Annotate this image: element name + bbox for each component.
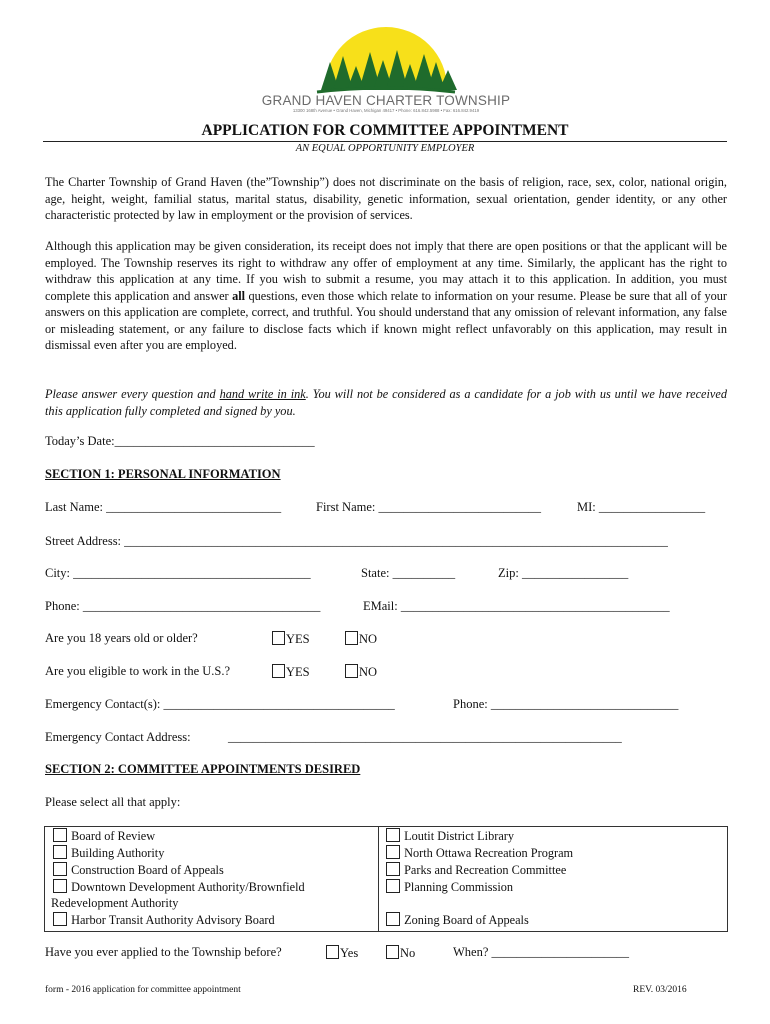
option-label: North Ottawa Recreation Program xyxy=(404,846,574,860)
checkbox[interactable] xyxy=(53,879,67,893)
checkbox[interactable] xyxy=(53,845,67,859)
applied-before-question: Have you ever applied to the Township before? xyxy=(45,945,282,959)
option-label: Zoning Board of Appeals xyxy=(404,913,529,927)
option-label: Harbor Transit Authority Advisory Board xyxy=(71,913,275,927)
age-yes-label: YES xyxy=(286,632,310,646)
emergency-address-label: Emergency Contact Address: xyxy=(45,730,191,744)
age-yes-option[interactable] xyxy=(272,631,310,647)
option-downtown-development[interactable] xyxy=(53,879,305,896)
option-downtown-development-wrap: Redevelopment Authority xyxy=(51,896,179,910)
disclaimer-bold: all xyxy=(232,288,246,303)
option-label: Parks and Recreation Committee xyxy=(404,863,567,877)
disclaimer-text-1: Although this application may be given consideration, its receipt does not imply that there are open positions or that the applicant will be employed. The Township reserves its right to withdraw any offer of employment at any time. Similarly, the applicant has the right to withdraw this application at any time. If you wish to submit a resume, you may attach it to this application. In addition, you must complete this application and answer xyxy=(45,239,727,303)
title-rule xyxy=(43,141,727,142)
instructions-underlined: hand write in ink xyxy=(219,387,306,401)
select-instruction: Please select all that apply: xyxy=(45,795,181,809)
age-no-checkbox[interactable] xyxy=(345,631,358,645)
eligibility-question: Are you eligible to work in the U.S.? xyxy=(45,664,231,678)
emergency-phone-field[interactable]: Phone: ______________________________ xyxy=(453,697,679,711)
option-label: Planning Commission xyxy=(404,880,514,894)
checkbox[interactable] xyxy=(386,862,400,876)
option-construction-board[interactable] xyxy=(53,862,224,879)
checkbox[interactable] xyxy=(386,828,400,842)
option-parks-recreation[interactable] xyxy=(386,862,566,879)
page-title: APPLICATION FOR COMMITTEE APPOINTMENT xyxy=(201,122,569,139)
emergency-contact-field[interactable]: Emergency Contact(s): _____________________________________ xyxy=(45,697,395,711)
disclaimer-paragraph xyxy=(45,238,727,354)
applied-no-option[interactable] xyxy=(386,945,415,961)
eligible-no-checkbox[interactable] xyxy=(345,664,358,678)
option-zoning-board[interactable] xyxy=(386,912,529,929)
checkbox[interactable] xyxy=(386,879,400,893)
first-name-field[interactable]: First Name: __________________________ xyxy=(316,500,541,514)
age-question: Are you 18 years old or older? xyxy=(45,631,198,645)
applied-no-checkbox[interactable] xyxy=(386,945,399,959)
nondiscrimination-paragraph: The Charter Township of Grand Haven (the”Township”) does not discriminate on the basis of religion, race, sex, color, national origin, age, height, weight, familial status, marital status, disability, genetic information, sexual orientation, gender identity, or any other characteristic protected by law in employment or the provision of services. xyxy=(45,175,727,222)
when-field[interactable]: When? ______________________ xyxy=(453,945,630,959)
option-label: Loutit District Library xyxy=(404,829,515,843)
option-planning-commission[interactable] xyxy=(386,879,513,896)
option-north-ottawa-recreation[interactable] xyxy=(386,845,573,862)
applied-yes-option[interactable] xyxy=(326,945,358,961)
city-field[interactable]: City: ______________________________________ xyxy=(45,566,311,580)
option-label: Board of Review xyxy=(71,829,156,843)
eligible-yes-checkbox[interactable] xyxy=(272,664,285,678)
emergency-address-field[interactable]: _______________________________________________________________ xyxy=(228,730,622,744)
state-field[interactable]: State: __________ xyxy=(361,566,456,580)
checkbox[interactable] xyxy=(53,828,67,842)
age-no-option[interactable] xyxy=(345,631,377,647)
last-name-field[interactable]: Last Name: ____________________________ xyxy=(45,500,282,514)
option-label: Downtown Development Authority/Brownfield xyxy=(71,880,305,894)
footer-form-name: form - 2016 application for committee appointment xyxy=(45,985,241,995)
email-field[interactable]: EMail: ___________________________________________ xyxy=(363,599,670,613)
option-harbor-transit[interactable] xyxy=(53,912,275,929)
age-yes-checkbox[interactable] xyxy=(272,631,285,645)
option-board-of-review[interactable] xyxy=(53,828,155,845)
checkbox[interactable] xyxy=(53,862,67,876)
section1-heading: SECTION 1: PERSONAL INFORMATION xyxy=(45,467,281,481)
org-name: GRAND HAVEN CHARTER TOWNSHIP xyxy=(261,93,511,108)
option-loutit-library[interactable] xyxy=(386,828,514,845)
phone-field[interactable]: Phone: ______________________________________ xyxy=(45,599,321,613)
applied-yes-label: Yes xyxy=(340,946,359,960)
section2-heading: SECTION 2: COMMITTEE APPOINTMENTS DESIRED xyxy=(45,762,361,776)
checkbox[interactable] xyxy=(386,845,400,859)
option-label: Construction Board of Appeals xyxy=(71,863,224,877)
street-address-field[interactable]: Street Address: _______________________________________________________________________________________ xyxy=(45,534,668,548)
mi-field[interactable]: MI: _________________ xyxy=(577,500,706,514)
instructions-text-2: . You will not be considered as a candidate for a job with us until we have received this application fully completed and signed by you. xyxy=(45,387,727,418)
applied-yes-checkbox[interactable] xyxy=(326,945,339,959)
age-no-label: NO xyxy=(359,632,378,646)
option-building-authority[interactable] xyxy=(53,845,164,862)
checkbox[interactable] xyxy=(386,912,400,926)
eligible-yes-label: YES xyxy=(286,665,310,679)
todays-date-field[interactable]: Today’s Date:________________________________ xyxy=(45,434,315,448)
org-address: 13300 168th Avenue • Grand Haven, Michigan 49417 • Phone: 616.842.5988 • Fax: 616.842.9419 xyxy=(292,108,480,113)
zip-field[interactable]: Zip: _________________ xyxy=(498,566,629,580)
disclaimer-text-2: questions, even those which relate to information on your resume. Please be sure that all of your answers on this application are complete, correct, and truthful. You should understand that any omission of relevant information, any false or misleading statement, or any failure to disclose facts which if known might reflect unfavorably on this application, may result in dismissal even after you are employed. xyxy=(45,288,727,352)
option-label: Building Authority xyxy=(71,846,165,860)
page-subtitle: AN EQUAL OPPORTUNITY EMPLOYER xyxy=(295,143,475,154)
instructions-paragraph xyxy=(45,386,727,419)
table-divider xyxy=(378,827,379,931)
instructions-text-1: Please answer every question and xyxy=(45,387,220,401)
committee-options-table xyxy=(44,826,728,932)
footer-revision: REV. 03/2016 xyxy=(633,985,687,995)
checkbox[interactable] xyxy=(53,912,67,926)
applied-no-label: No xyxy=(400,946,416,960)
eligible-no-label: NO xyxy=(359,665,378,679)
eligible-no-option[interactable] xyxy=(345,664,377,680)
eligible-yes-option[interactable] xyxy=(272,664,310,680)
